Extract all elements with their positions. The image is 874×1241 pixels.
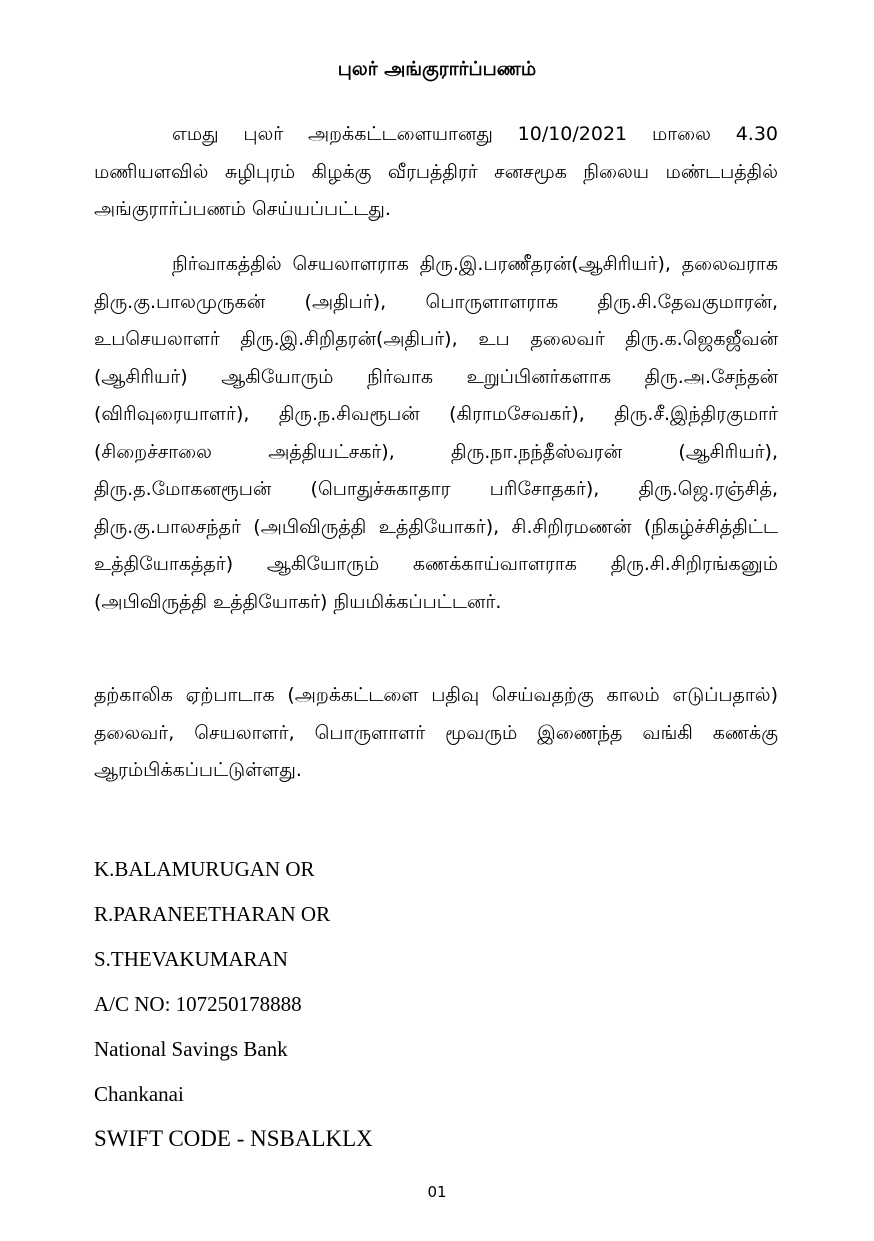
bank-name: National Savings Bank — [94, 1037, 288, 1061]
bank-branch: Chankanai — [94, 1082, 184, 1106]
account-holder-3: S.THEVAKUMARAN — [94, 947, 288, 971]
account-number: A/C NO: 107250178888 — [94, 992, 302, 1016]
page-number: 01 — [427, 1183, 447, 1201]
paragraph-bank-account: தற்காலிக ஏற்பாடாக (அறக்கட்டளை பதிவு செய்வதற்கு காலம் எடுப்பதால்) தலைவர், செயலாளர், பொருளாளர் மூவரும் இணைந்த வங்கி கணக்கு ஆரம்பிக்கப்பட்டுள்ளது. — [94, 684, 778, 781]
document-title: புலர் அங்குரார்ப்பணம் — [337, 58, 537, 80]
account-holder-1: K.BALAMURUGAN OR — [94, 857, 315, 881]
paragraph-committee: நிர்வாகத்தில் செயலாளராக திரு.இ.பரணீதரன்(ஆசிரியர்), தலைவராக திரு.கு.பாலமுருகன் (அதிபர்), பொருளாளராக திரு.சி.தேவகுமாரன், உபசெயலாளர் திரு.இ.சிறிதரன்(அதிபர்), உப தலைவர் திரு.க.ஜெகஜீவன் (ஆசிரியர்) ஆகியோரும் நிர்வாக உறுப்பினர்களாக திரு.அ.சேந்தன் (விரிவுரையாளர்), திரு.ந.சிவரூபன் (கிராமசேவகர்), திரு.சீ.இந்திரகுமார் (சிறைச்சாலை அத்தியட்சகர்), திரு.நா.நந்தீஸ்வரன் (ஆசிரியர்), திரு.த.மோகனரூபன் (பொதுச்சுகாதார பரிசோதகர்), திரு.ஜெ.ரஞ்சித், திரு.கு.பாலசந்தர் (அபிவிருத்தி உத்தியோகர்), சி.சிறிரமணன் (நிகழ்ச்சித்திட்ட உத்தியோகத்தர்) ஆகியோரும் கணக்காய்வாளராக திரு.சி.சிறிரங்கனும் (அபிவிருத்தி உத்தியோகர்) நியமிக்கப்பட்டனர். — [94, 253, 778, 613]
paragraph-inauguration: எமது புலர் அறக்கட்டளையானது 10/10/2021 மாலை 4.30 மணியளவில் சுழிபுரம் கிழக்கு வீரபத்திரர் சனசமூக நிலைய மண்டபத்தில் அங்குரார்ப்பணம் செய்யப்பட்டது. — [94, 123, 778, 220]
account-holder-2: R.PARANEETHARAN OR — [94, 902, 331, 926]
swift-code: SWIFT CODE - NSBALKLX — [94, 1126, 373, 1151]
